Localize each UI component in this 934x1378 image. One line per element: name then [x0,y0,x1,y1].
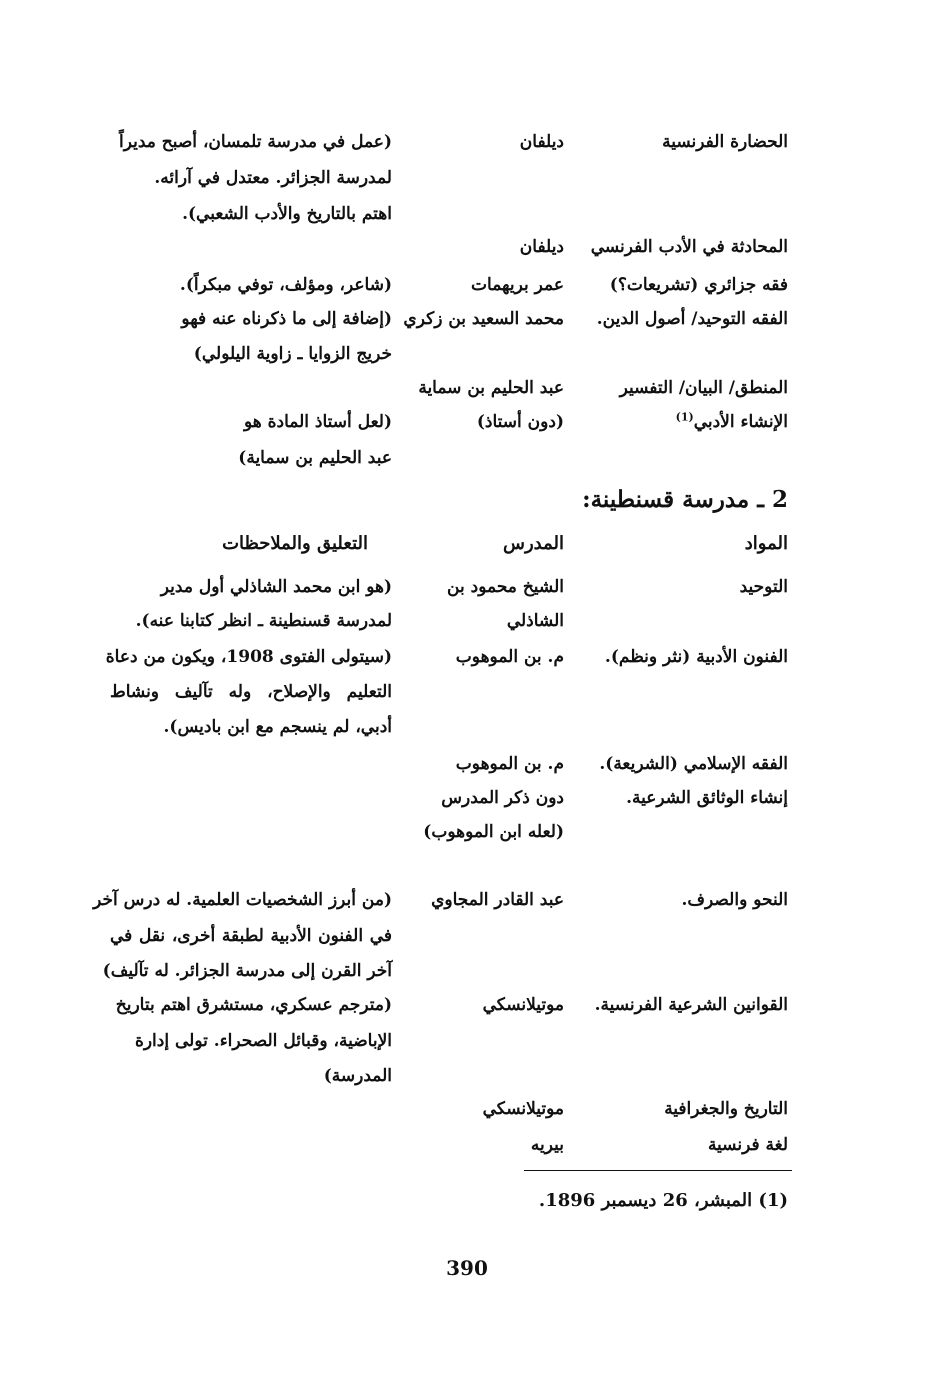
section-title: 2 ـ مدرسة قسنطينة: [582,486,788,513]
note-line: (مترجم عسكري، مستشرق اهتم بتاريخ [115,995,392,1015]
subject-french-laws: القوانين الشرعية الفرنسية. [594,995,788,1015]
note-line: التعليم والإصلاح، وله تآليف ونشاط [110,682,392,702]
subject-french-civilization: الحضارة الفرنسية [662,132,788,152]
teacher-omar-brihmat: عمر بريهمات [471,275,564,295]
note-line: (سيتولى الفتوى 1908، ويكون من دعاة [105,647,392,667]
subject-line: إنشاء الوثائق الشرعية. [626,788,788,808]
subject-fiqh-tawhid: الفقه التوحيد/ أصول الدين. [596,309,788,329]
subject-tawhid: التوحيد [739,577,788,597]
teacher-delfan-2: ديلفان [519,237,564,257]
note-line: في الفنون الأدبية لطبقة أخرى، نقل في [110,926,392,946]
note-line: (من أبرز الشخصيات العلمية. له درس آخر [93,890,392,910]
teacher-line: الشاذلي [506,611,564,631]
teacher-line: عبد القادر المجاوي [431,890,564,910]
note-line: آخر القرن إلى مدرسة الجزائر. له تآليف) [102,961,392,981]
teacher-line: بيريه [530,1135,564,1155]
column-header-notes: التعليق والملاحظات [222,533,368,554]
note-line: لمدرسة الجزائر. معتدل في آرائه. [154,168,392,188]
teacher-line: الشيخ محمود بن [447,577,564,597]
teacher-none: (دون أستاذ) [476,412,564,432]
note-line: الإباضية، وقبائل الصحراء. تولى إدارة [134,1031,392,1051]
teacher-line: (لعله ابن الموهوب) [423,822,564,842]
column-header-subjects: المواد [744,533,788,554]
footnote-separator [524,1170,792,1171]
note-line: (إضافة إلى ما ذكرناه عنه فهو [181,309,392,329]
subject-line: الفقه الإسلامي (الشريعة). [599,754,788,774]
subject-grammar: النحو والصرف. [681,890,788,910]
subject-line: التاريخ والجغرافية [664,1099,788,1119]
note-line: (هو ابن محمد الشاذلي أول مدير [160,577,392,597]
note-line: اهتم بالتاريخ والأدب الشعبي). [182,204,392,224]
subject-literary-composition: الإنشاء الأدبي$^{(1)}$ [675,410,788,432]
subject-logic-rhetoric: المنطق/ البيان/ التفسير [619,378,788,398]
note-line: المدرسة) [323,1066,392,1086]
note-line: (شاعر، ومؤلف، توفي مبكراً). [179,275,392,295]
footnote: (1) المبشر، 26 ديسمبر 1896. [538,1190,788,1211]
subject-line: لغة فرنسية [707,1135,788,1155]
teacher-ben-smaya: عبد الحليم بن سماية [418,378,564,398]
note-line: (لعل أستاذ المادة هو [243,412,392,432]
note-line: لمدرسة قسنطينة ـ انظر كتابنا عنه). [135,611,392,631]
column-header-teacher: المدرس [502,533,564,554]
page-number: 390 [446,1256,488,1280]
note-line: خريج الزوايا ـ زاوية اليلولي) [193,344,392,364]
teacher-line: موتيلانسكي [482,1099,564,1119]
subject-french-conversation: المحادثة في الأدب الفرنسي [590,237,788,257]
note-line: أدبي، لم ينسجم مع ابن باديس). [163,717,392,737]
teacher-line: م. بن الموهوب [455,754,564,774]
teacher-ben-zekri: محمد السعيد بن زكري [403,309,564,329]
footnote-ref: (1) [675,410,694,424]
teacher-line: دون ذكر المدرس [441,788,564,808]
subject-literary-arts: الفنون الأدبية (نثر ونظم). [604,647,788,667]
note-line: عبد الحليم بن سماية) [238,448,392,468]
subject-algerian-fiqh: فقه جزائري (تشريعات؟) [609,275,788,295]
note-line: (عمل في مدرسة تلمسان، أصبح مديراً [118,132,392,152]
teacher-line: م. بن الموهوب [455,647,564,667]
teacher-delfan: ديلفان [519,132,564,152]
teacher-line: موتيلانسكي [482,995,564,1015]
